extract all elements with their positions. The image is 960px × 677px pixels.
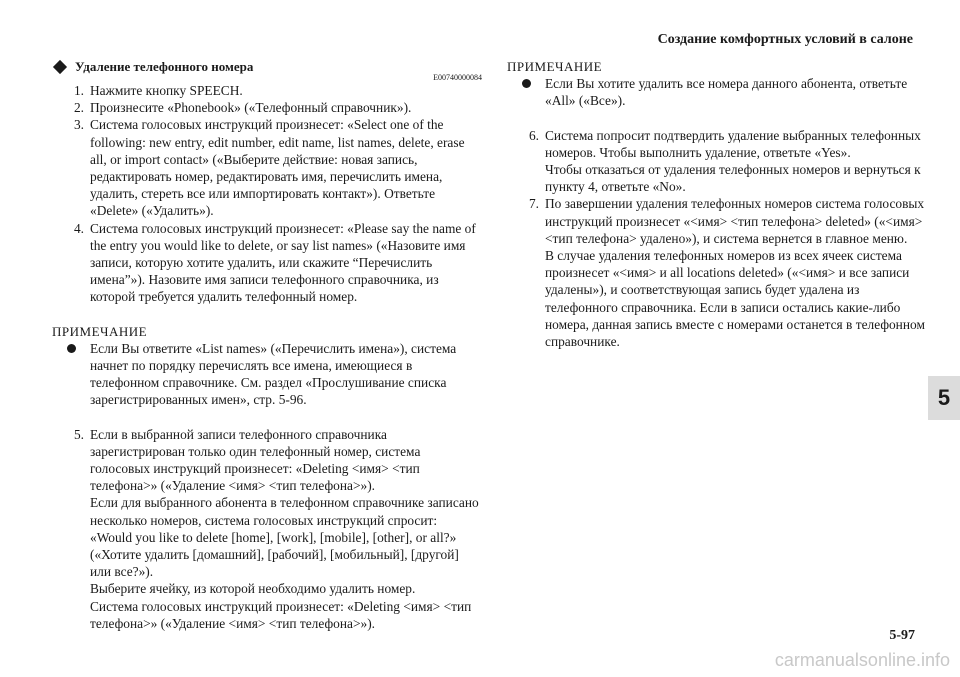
step-text — [545, 195, 927, 350]
section-code: E00740000084 — [433, 73, 482, 82]
step-number: 3. — [73, 117, 84, 133]
step-number: 2. — [73, 100, 84, 116]
step-paragraph: Чтобы отказаться от удаления телефонных номеров и вернуться к пункту 4, ответьте «No». — [545, 162, 921, 195]
step-number: 4. — [73, 220, 84, 236]
note-text: Если Вы хотите удалить все номера данного абонента, ответьте «All» («Все»). — [545, 76, 908, 109]
right-column — [507, 58, 927, 350]
step-paragraph: Система попросит подтвердить удаление выбранных телефонных номеров. Чтобы выполнить удаление, ответьте «Yes». — [545, 127, 921, 160]
page-header: Создание комфортных условий в салоне — [657, 32, 913, 47]
chapter-tab: 5 — [928, 376, 960, 420]
step-paragraph: Если для выбранного абонента в телефонном справочнике записано несколько номеров, система голосовых инструкций спросит: «Would you like to delete [home], [work], [mobile], [other], or all?» («Хотите удалить [домашний], [рабочий], [мобильный], [другой] или все?»). — [90, 495, 479, 580]
step-text — [90, 426, 482, 632]
diamond-bullet-icon — [53, 60, 67, 74]
step-paragraph: Выберите ячейку, из которой необходимо удалить номер. — [90, 581, 416, 597]
step-text: Нажмите кнопку SPEECH. — [90, 83, 243, 98]
note-text: Если Вы ответите «List names» («Перечислить имена»), система начнет по порядку перечислять все имена, имеющиеся в телефонном справочнике. См. раздел «Прослушивание списка зарегистрированных имен», стр. 5-96. — [90, 340, 457, 408]
list-item-step-1 — [52, 82, 482, 99]
list-item-step-4 — [52, 220, 482, 306]
round-bullet-icon — [507, 75, 545, 109]
list-item-step-5 — [52, 426, 482, 632]
list-item-step-2 — [52, 99, 482, 116]
left-column — [52, 58, 482, 632]
step-number: 5. — [73, 426, 84, 442]
step-text: Произнесите «Phonebook» («Телефонный справочник»). — [90, 100, 412, 116]
step-paragraph: Если в выбранной записи телефонного справочника зарегистрирован только один телефонный номер, система голосовых инструкций произнесет: «Deleting <имя> <тип телефона>» («Удаление <имя> <тип телефона>»). — [90, 426, 421, 494]
section-title: Удаление телефонного номера — [75, 59, 254, 75]
note-label: ПРИМЕЧАНИЕ — [507, 59, 603, 74]
note-bullet — [507, 75, 927, 109]
step-paragraph: Система голосовых инструкций произнесет: «Deleting <имя> <тип телефона>» («Удаление <имя> <тип телефона>»). — [90, 598, 472, 631]
note-label: ПРИМЕЧАНИЕ — [52, 323, 148, 339]
list-item-step-3 — [52, 116, 482, 219]
note-bullet — [52, 340, 482, 409]
step-paragraph: В случае удаления телефонных номеров из всех ячеек система произнесет «<имя> и all locations deleted» («<имя> и все записи удалены»), и соответствующая запись будет удалена из телефонного справочника. Если в записи остались какие-либо номера, данная запись вместе с номерами останется в телефонном справочнике. — [545, 248, 925, 350]
step-text: Система голосовых инструкций произнесет: «Please say the name of the entry you would like to delete, or say list names» («Назовите имя записи, которую хотите удалить, или скажите “Перечислить имена”»). Назовите имя записи телефонного справочника, из которой требуется удалить телефонный номер. — [90, 220, 476, 305]
step-number: 7. — [528, 196, 539, 212]
watermark: carmanualsonline.info — [774, 650, 950, 670]
list-item-step-6 — [507, 127, 927, 196]
step-text — [545, 127, 927, 196]
page-number: 5-97 — [889, 628, 915, 643]
round-bullet-icon — [52, 340, 90, 409]
step-number: 1. — [73, 83, 84, 98]
list-item-step-7 — [507, 195, 927, 350]
step-paragraph: По завершении удаления телефонных номеров система голосовых инструкций произнесет «<имя> <тип телефона> deleted» («<имя> <тип телефона> удалено»), и система вернется в главное меню. — [545, 196, 925, 246]
step-text: Система голосовых инструкций произнесет: «Select one of the following: new entry, edit number, edit name, list names, delete, erase all, or import contact» («Выберите действие: новая запись, редактировать номер, редактировать имя, перечислить имена, удалить, стереть все или импортировать контакт»). Ответьте «Delete» («Удалить»). — [90, 117, 465, 219]
step-number: 6. — [528, 127, 539, 143]
